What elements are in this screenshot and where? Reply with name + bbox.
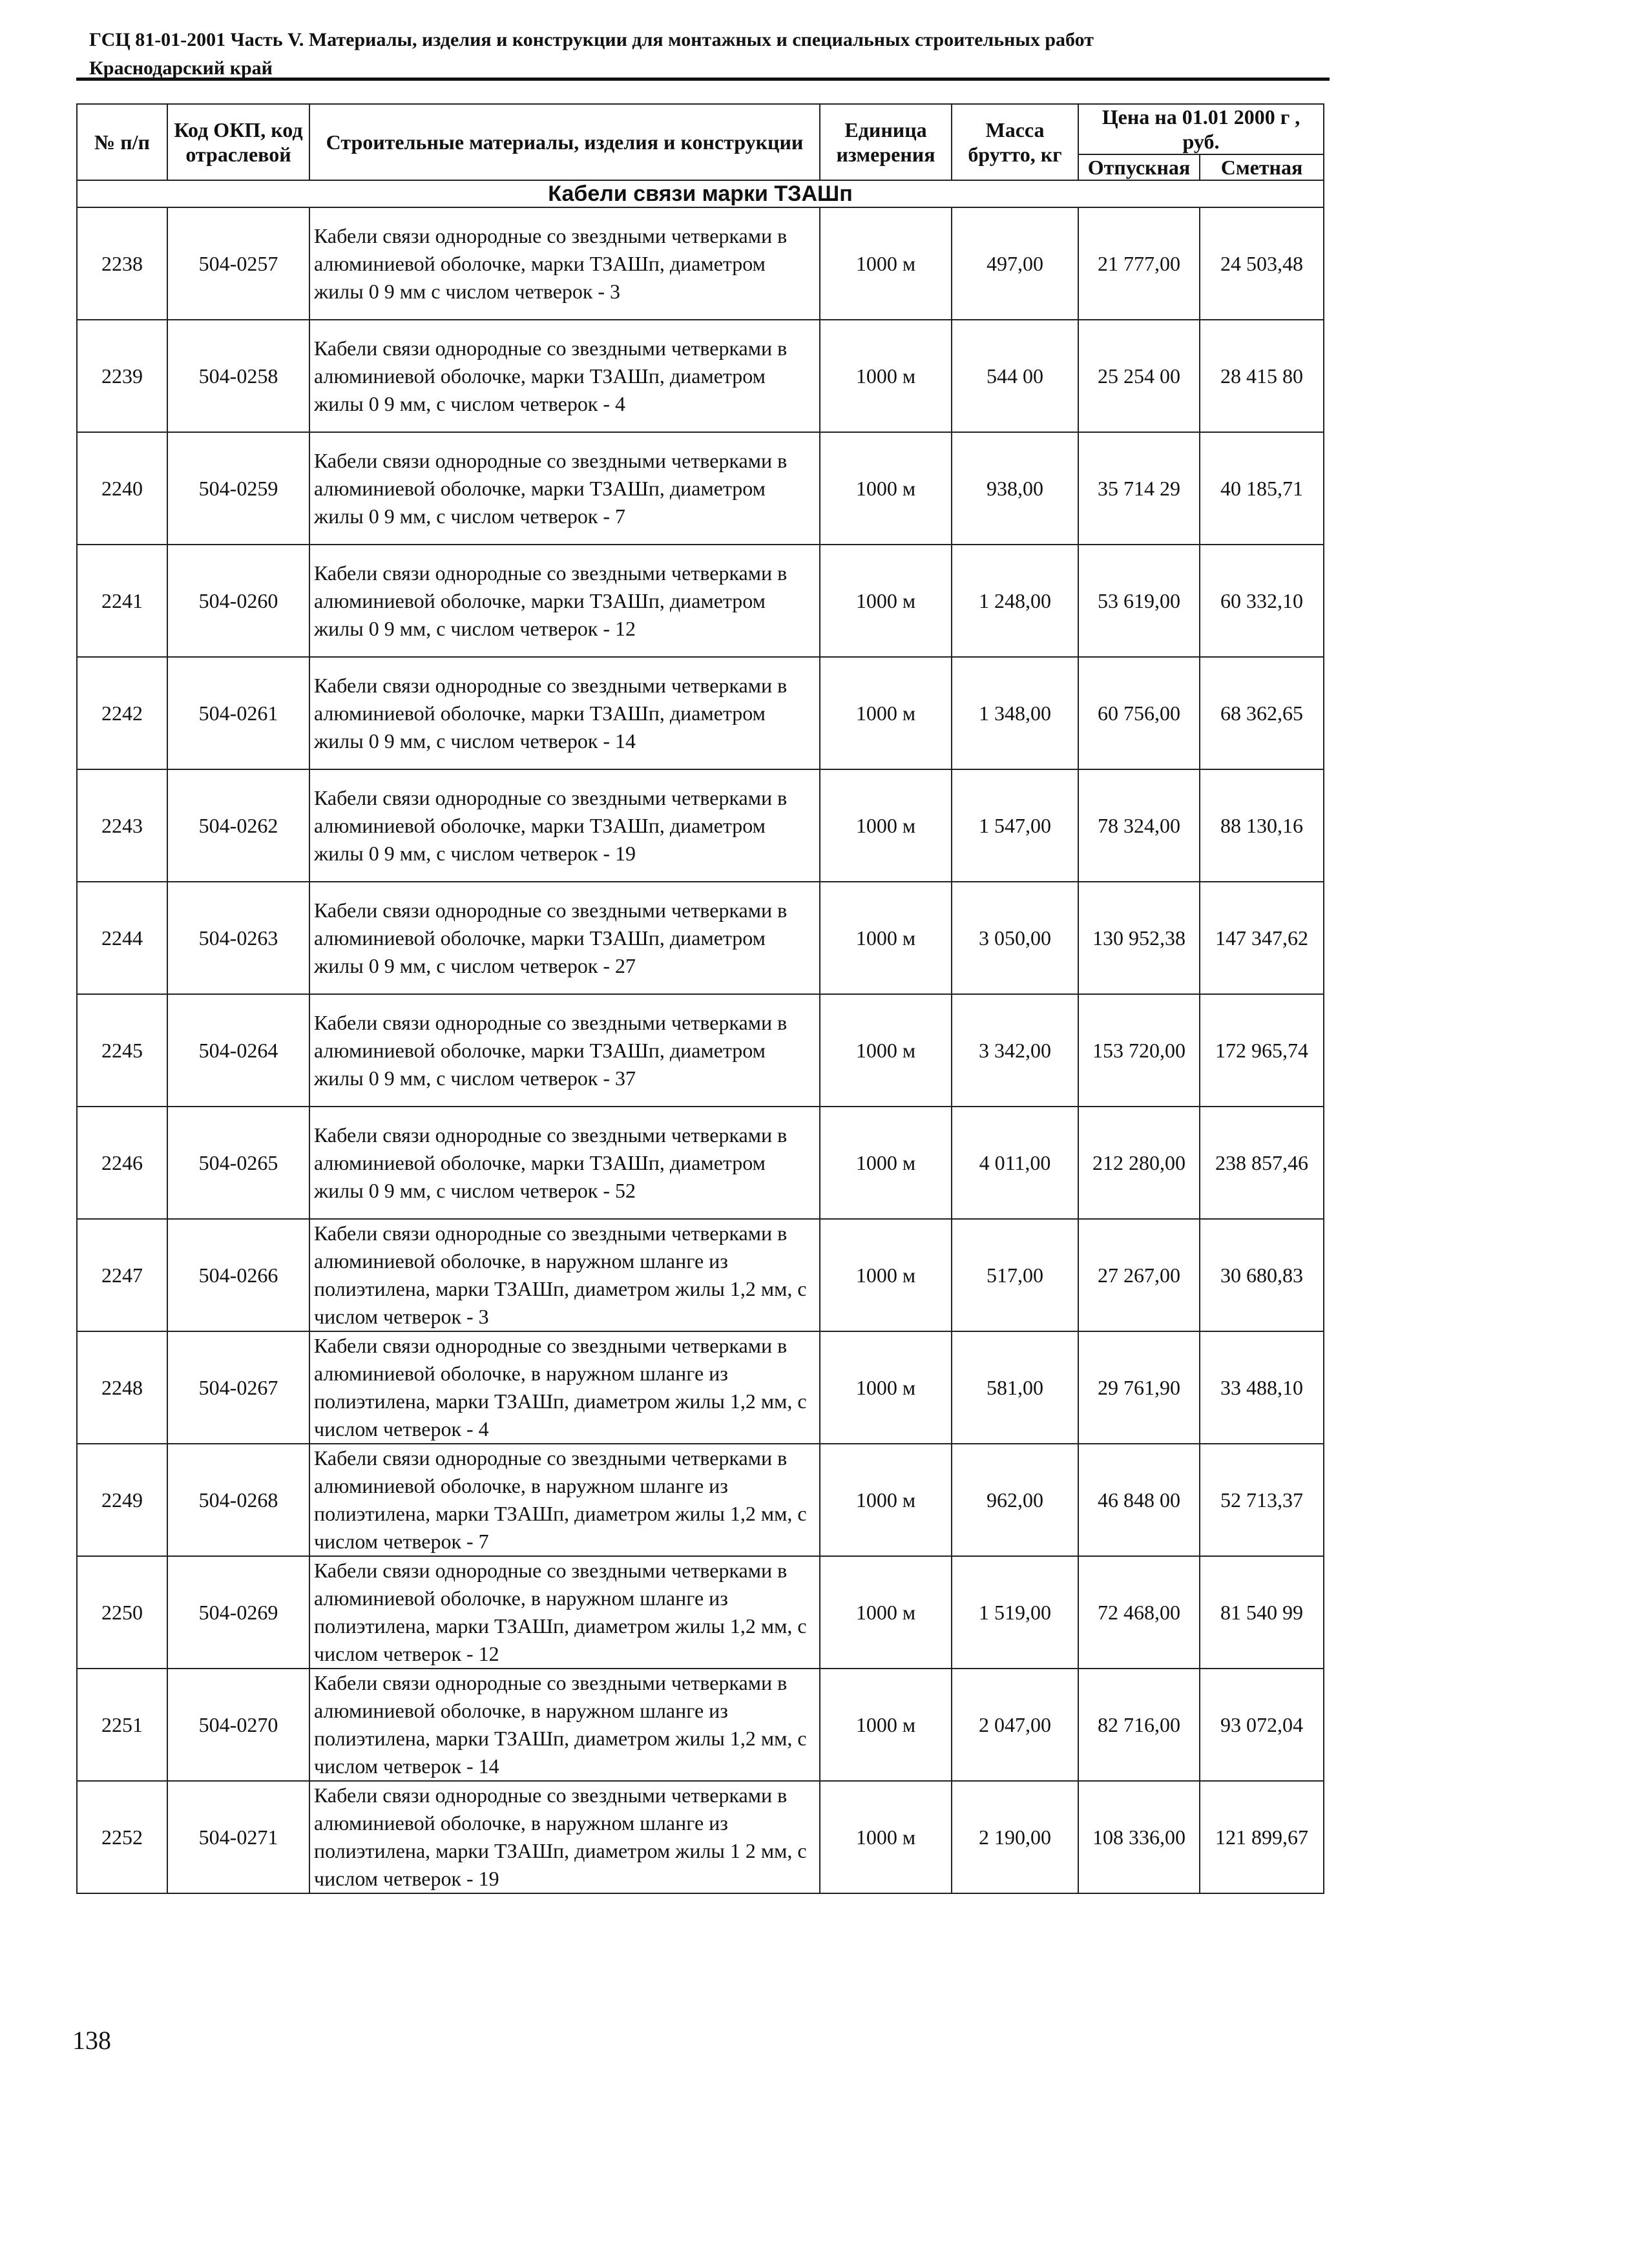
cell-price-estimate: 40 185,71 [1200, 432, 1324, 545]
table-row [77, 207, 1324, 320]
cell-mass: 1 248,00 [952, 545, 1078, 657]
cell-unit: 1000 м [820, 1444, 952, 1556]
col-price-release-header: Отпускная [1078, 154, 1200, 180]
cell-description: Кабели связи однородные со звездными четверками в алюминиевой оболочке, в наружном шланге из полиэтилена, марки ТЗАШп, диаметром жилы 1 2 мм, с числом четверок - 19 [309, 1781, 820, 1893]
cell-unit: 1000 м [820, 882, 952, 994]
cell-description: Кабели связи однородные со звездными четверками в алюминиевой оболочке, в наружном шланге из полиэтилена, марки ТЗАШп, диаметром жилы 1,2 мм, с числом четверок - 7 [309, 1444, 820, 1556]
cell-num: 2251 [77, 1669, 167, 1781]
cell-price-release: 78 324,00 [1078, 769, 1200, 882]
cell-price-estimate: 238 857,46 [1200, 1107, 1324, 1219]
table-row [77, 1219, 1324, 1331]
cell-num: 2243 [77, 769, 167, 882]
cell-code: 504-0270 [167, 1669, 309, 1781]
cell-unit: 1000 м [820, 1781, 952, 1893]
cell-mass: 517,00 [952, 1219, 1078, 1331]
page-header [89, 26, 1330, 83]
cell-mass: 1 547,00 [952, 769, 1078, 882]
cell-num: 2249 [77, 1444, 167, 1556]
table-row [77, 1107, 1324, 1219]
cell-code: 504-0268 [167, 1444, 309, 1556]
cell-mass: 581,00 [952, 1331, 1078, 1444]
cell-code: 504-0267 [167, 1331, 309, 1444]
cell-code: 504-0261 [167, 657, 309, 769]
cell-code: 504-0271 [167, 1781, 309, 1893]
cell-unit: 1000 м [820, 1556, 952, 1669]
col-mass-header: Масса брутто, кг [952, 104, 1078, 180]
table-row [77, 1556, 1324, 1669]
cell-unit: 1000 м [820, 320, 952, 432]
cell-price-estimate: 24 503,48 [1200, 207, 1324, 320]
cell-price-estimate: 81 540 99 [1200, 1556, 1324, 1669]
cell-code: 504-0265 [167, 1107, 309, 1219]
cell-mass: 962,00 [952, 1444, 1078, 1556]
cell-num: 2241 [77, 545, 167, 657]
cell-description: Кабели связи однородные со звездными четверками в алюминиевой оболочке, марки ТЗАШп, диаметром жилы 0 9 мм, с числом четверок - 27 [309, 882, 820, 994]
cell-unit: 1000 м [820, 657, 952, 769]
cell-price-estimate: 52 713,37 [1200, 1444, 1324, 1556]
cell-price-estimate: 147 347,62 [1200, 882, 1324, 994]
col-price-estimate-header: Сметная [1200, 154, 1324, 180]
cell-unit: 1000 м [820, 1107, 952, 1219]
cell-price-estimate: 28 415 80 [1200, 320, 1324, 432]
table-row [77, 882, 1324, 994]
cell-price-estimate: 93 072,04 [1200, 1669, 1324, 1781]
cell-price-release: 21 777,00 [1078, 207, 1200, 320]
cell-num: 2247 [77, 1219, 167, 1331]
col-num-header: № п/п [77, 104, 167, 180]
table-row [77, 1781, 1324, 1893]
col-code-header: Код ОКП, код отраслевой [167, 104, 309, 180]
cell-num: 2244 [77, 882, 167, 994]
cell-num: 2245 [77, 994, 167, 1107]
cell-mass: 544 00 [952, 320, 1078, 432]
cell-code: 504-0260 [167, 545, 309, 657]
col-price-header: Цена на 01.01 2000 г , руб. [1078, 104, 1324, 154]
cell-num: 2240 [77, 432, 167, 545]
table-row [77, 1444, 1324, 1556]
cell-description: Кабели связи однородные со звездными четверками в алюминиевой оболочке, марки ТЗАШп, диаметром жилы 0 9 мм, с числом четверок - 4 [309, 320, 820, 432]
col-name-header: Строительные материалы, изделия и конструкции [309, 104, 820, 180]
cell-price-estimate: 121 899,67 [1200, 1781, 1324, 1893]
cell-price-release: 130 952,38 [1078, 882, 1200, 994]
cell-description: Кабели связи однородные со звездными четверками в алюминиевой оболочке, марки ТЗАШп, диаметром жилы 0 9 мм, с числом четверок - 14 [309, 657, 820, 769]
cell-price-release: 60 756,00 [1078, 657, 1200, 769]
cell-unit: 1000 м [820, 769, 952, 882]
cell-mass: 3 342,00 [952, 994, 1078, 1107]
cell-price-estimate: 68 362,65 [1200, 657, 1324, 769]
cell-unit: 1000 м [820, 994, 952, 1107]
cell-mass: 497,00 [952, 207, 1078, 320]
cell-code: 504-0264 [167, 994, 309, 1107]
header-rule [76, 78, 1330, 81]
cell-price-release: 212 280,00 [1078, 1107, 1200, 1219]
cell-unit: 1000 м [820, 545, 952, 657]
cell-price-estimate: 30 680,83 [1200, 1219, 1324, 1331]
cell-code: 504-0263 [167, 882, 309, 994]
cell-code: 504-0259 [167, 432, 309, 545]
cell-num: 2242 [77, 657, 167, 769]
cell-price-estimate: 88 130,16 [1200, 769, 1324, 882]
cell-description: Кабели связи однородные со звездными четверками в алюминиевой оболочке, марки ТЗАШп, диаметром жилы 0 9 мм, с числом четверок - 7 [309, 432, 820, 545]
cell-description: Кабели связи однородные со звездными четверками в алюминиевой оболочке, в наружном шланге из полиэтилена, марки ТЗАШп, диаметром жилы 1,2 мм, с числом четверок - 14 [309, 1669, 820, 1781]
page-number: 138 [72, 2026, 111, 2055]
cell-price-release: 27 267,00 [1078, 1219, 1200, 1331]
cell-price-release: 153 720,00 [1078, 994, 1200, 1107]
cell-mass: 938,00 [952, 432, 1078, 545]
cell-mass: 3 050,00 [952, 882, 1078, 994]
table-row [77, 994, 1324, 1107]
cell-description: Кабели связи однородные со звездными четверками в алюминиевой оболочке, в наружном шланге из полиэтилена, марки ТЗАШп, диаметром жилы 1,2 мм, с числом четверок - 3 [309, 1219, 820, 1331]
cell-mass: 2 190,00 [952, 1781, 1078, 1893]
cell-num: 2238 [77, 207, 167, 320]
cell-price-estimate: 172 965,74 [1200, 994, 1324, 1107]
cell-code: 504-0262 [167, 769, 309, 882]
cell-description: Кабели связи однородные со звездными четверками в алюминиевой оболочке, в наружном шланге из полиэтилена, марки ТЗАШп, диаметром жилы 1,2 мм, с числом четверок - 4 [309, 1331, 820, 1444]
cell-num: 2250 [77, 1556, 167, 1669]
cell-num: 2252 [77, 1781, 167, 1893]
cell-description: Кабели связи однородные со звездными четверками в алюминиевой оболочке, марки ТЗАШп, диаметром жилы 0 9 мм, с числом четверок - 19 [309, 769, 820, 882]
cell-mass: 1 348,00 [952, 657, 1078, 769]
col-unit-header: Единица измерения [820, 104, 952, 180]
cell-price-release: 25 254 00 [1078, 320, 1200, 432]
cell-description: Кабели связи однородные со звездными четверками в алюминиевой оболочке, марки ТЗАШп, диаметром жилы 0 9 мм, с числом четверок - 12 [309, 545, 820, 657]
table-row [77, 1331, 1324, 1444]
cell-price-estimate: 33 488,10 [1200, 1331, 1324, 1444]
cell-unit: 1000 м [820, 1331, 952, 1444]
cell-unit: 1000 м [820, 1669, 952, 1781]
cell-unit: 1000 м [820, 207, 952, 320]
cell-unit: 1000 м [820, 1219, 952, 1331]
cell-unit: 1000 м [820, 432, 952, 545]
cell-price-release: 82 716,00 [1078, 1669, 1200, 1781]
cell-description: Кабели связи однородные со звездными четверками в алюминиевой оболочке, марки ТЗАШп, диаметром жилы 0 9 мм с числом четверок - 3 [309, 207, 820, 320]
cell-description: Кабели связи однородные со звездными четверками в алюминиевой оболочке, в наружном шланге из полиэтилена, марки ТЗАШп, диаметром жилы 1,2 мм, с числом четверок - 12 [309, 1556, 820, 1669]
cell-num: 2239 [77, 320, 167, 432]
header-region: Краснодарский край [89, 57, 273, 79]
table-row [77, 1669, 1324, 1781]
table-row [77, 432, 1324, 545]
cell-description: Кабели связи однородные со звездными четверками в алюминиевой оболочке, марки ТЗАШп, диаметром жилы 0 9 мм, с числом четверок - 52 [309, 1107, 820, 1219]
cell-code: 504-0257 [167, 207, 309, 320]
cell-code: 504-0269 [167, 1556, 309, 1669]
table-row [77, 320, 1324, 432]
cell-code: 504-0258 [167, 320, 309, 432]
table-row [77, 769, 1324, 882]
table-row [77, 657, 1324, 769]
cell-num: 2248 [77, 1331, 167, 1444]
cell-price-release: 29 761,90 [1078, 1331, 1200, 1444]
cell-price-release: 108 336,00 [1078, 1781, 1200, 1893]
cell-price-release: 46 848 00 [1078, 1444, 1200, 1556]
cell-code: 504-0266 [167, 1219, 309, 1331]
cell-mass: 1 519,00 [952, 1556, 1078, 1669]
section-title: Кабели связи марки ТЗАШп [77, 180, 1324, 207]
cell-mass: 4 011,00 [952, 1107, 1078, 1219]
cell-mass: 2 047,00 [952, 1669, 1078, 1781]
price-table [76, 103, 1324, 1894]
cell-price-release: 53 619,00 [1078, 545, 1200, 657]
cell-num: 2246 [77, 1107, 167, 1219]
cell-price-estimate: 60 332,10 [1200, 545, 1324, 657]
cell-price-release: 72 468,00 [1078, 1556, 1200, 1669]
table-row [77, 545, 1324, 657]
cell-description: Кабели связи однородные со звездными четверками в алюминиевой оболочке, марки ТЗАШп, диаметром жилы 0 9 мм, с числом четверок - 37 [309, 994, 820, 1107]
cell-price-release: 35 714 29 [1078, 432, 1200, 545]
header-title: ГСЦ 81-01-2001 Часть V. Материалы, изделия и конструкции для монтажных и специальных строительных работ [89, 29, 1094, 50]
